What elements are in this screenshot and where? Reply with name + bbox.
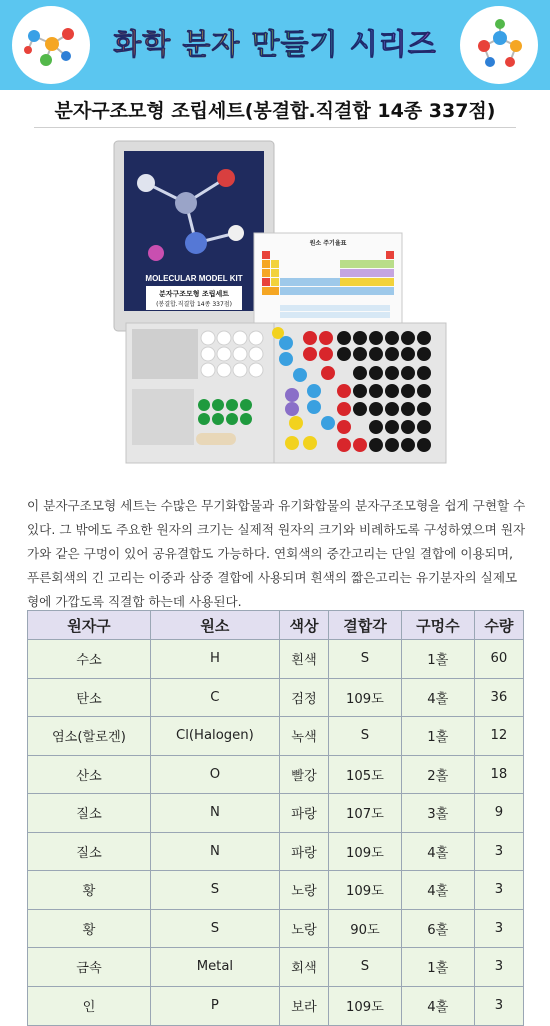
header-holes: 구멍수 bbox=[401, 611, 474, 640]
cell-quantity: 3 bbox=[474, 871, 523, 910]
cell-element: Metal bbox=[150, 948, 279, 987]
cell-color: 녹색 bbox=[279, 717, 328, 756]
table-row bbox=[28, 909, 524, 948]
cell-holes: 6홀 bbox=[401, 909, 474, 948]
banner-title: 화학 분자 만들기 시리즈 bbox=[95, 22, 455, 63]
component-table bbox=[27, 610, 524, 1026]
cell-holes: 1홀 bbox=[401, 948, 474, 987]
cell-atom: 질소 bbox=[28, 794, 151, 833]
cell-quantity: 3 bbox=[474, 909, 523, 948]
cell-color: 회색 bbox=[279, 948, 328, 987]
cell-quantity: 3 bbox=[474, 832, 523, 871]
molecule-logo-left bbox=[12, 6, 90, 84]
cell-atom: 금속 bbox=[28, 948, 151, 987]
cell-holes: 1홀 bbox=[401, 640, 474, 679]
cell-bond-angle: S bbox=[329, 717, 402, 756]
cell-quantity: 3 bbox=[474, 986, 523, 1025]
cell-holes: 4홀 bbox=[401, 832, 474, 871]
cell-color: 검정 bbox=[279, 678, 328, 717]
cell-bond-angle: S bbox=[329, 640, 402, 679]
cell-bond-angle: 105도 bbox=[329, 755, 402, 794]
cell-holes: 1홀 bbox=[401, 717, 474, 756]
cell-atom: 황 bbox=[28, 871, 151, 910]
cell-element: S bbox=[150, 871, 279, 910]
cell-color: 파랑 bbox=[279, 832, 328, 871]
cell-bond-angle: 109도 bbox=[329, 871, 402, 910]
header-atom: 원자구 bbox=[28, 611, 151, 640]
cell-bond-angle: S bbox=[329, 948, 402, 987]
table-row bbox=[28, 948, 524, 987]
cell-element: N bbox=[150, 832, 279, 871]
molecule-icon bbox=[460, 6, 538, 84]
cell-atom: 인 bbox=[28, 986, 151, 1025]
cell-atom: 수소 bbox=[28, 640, 151, 679]
table-row bbox=[28, 871, 524, 910]
table-row bbox=[28, 678, 524, 717]
cell-quantity: 18 bbox=[474, 755, 523, 794]
cell-atom: 산소 bbox=[28, 755, 151, 794]
cell-element: P bbox=[150, 986, 279, 1025]
cell-color: 노랑 bbox=[279, 909, 328, 948]
cell-color: 흰색 bbox=[279, 640, 328, 679]
cell-element: O bbox=[150, 755, 279, 794]
description-text: 이 분자구조모형 세트는 수많은 무기화합물과 유기화합물의 분자구조모형을 쉽게 구현할 수 있다. 그 밖에도 주요한 원자의 크기는 실제적 원자의 크기와 비례하도록 구성하였으며 원자가와 같은 구멍이 있어 공유결합도 가능하다. 연회색의 중간고리는 단일 결합에 이용되며, 푸른회색의 긴 고리는 이중과 삼중 결합에 사용되며 흰색의 짧은고리는 유기분자의 실제모형에 가깝도록 직결합 하는데 사용된다. bbox=[27, 498, 526, 609]
cell-bond-angle: 109도 bbox=[329, 986, 402, 1025]
cell-color: 빨강 bbox=[279, 755, 328, 794]
cell-atom: 탄소 bbox=[28, 678, 151, 717]
molecule-logo-right bbox=[460, 6, 538, 84]
cell-bond-angle: 109도 bbox=[329, 678, 402, 717]
product-subtitle: 분자구조모형 조립세트(봉결합.직결합 14종 337점) bbox=[54, 100, 496, 122]
cell-element: N bbox=[150, 794, 279, 833]
cell-holes: 2홀 bbox=[401, 755, 474, 794]
cell-element: Cl(Halogen) bbox=[150, 717, 279, 756]
cell-element: C bbox=[150, 678, 279, 717]
header-quantity: 수량 bbox=[474, 611, 523, 640]
cell-quantity: 12 bbox=[474, 717, 523, 756]
product-photo bbox=[96, 133, 456, 489]
cell-holes: 4홀 bbox=[401, 986, 474, 1025]
cell-quantity: 3 bbox=[474, 948, 523, 987]
cell-atom: 황 bbox=[28, 909, 151, 948]
cell-quantity: 9 bbox=[474, 794, 523, 833]
periodic-table-title: 원소 주기율표 bbox=[309, 240, 347, 247]
table-row bbox=[28, 832, 524, 871]
header-bond-angle: 결합각 bbox=[329, 611, 402, 640]
cell-holes: 3홀 bbox=[401, 794, 474, 833]
table-row bbox=[28, 755, 524, 794]
table-row bbox=[28, 794, 524, 833]
kit-name-line1: 분자구조모형 조립세트 bbox=[158, 290, 230, 298]
cell-element: H bbox=[150, 640, 279, 679]
cell-color: 파랑 bbox=[279, 794, 328, 833]
kit-name-line2: (봉결합.직결합 14종 337점) bbox=[156, 301, 232, 308]
cell-holes: 4홀 bbox=[401, 678, 474, 717]
divider bbox=[34, 127, 516, 128]
table-header-row bbox=[28, 611, 524, 640]
cell-holes: 4홀 bbox=[401, 871, 474, 910]
header-banner bbox=[0, 0, 550, 90]
molecule-icon bbox=[12, 6, 90, 84]
cell-bond-angle: 109도 bbox=[329, 832, 402, 871]
product-description bbox=[27, 494, 527, 614]
table-row bbox=[28, 640, 524, 679]
header-element: 원소 bbox=[150, 611, 279, 640]
header-color: 색상 bbox=[279, 611, 328, 640]
kit-label: MOLECULAR MODEL KIT bbox=[145, 274, 243, 283]
table-row bbox=[28, 717, 524, 756]
cell-element: S bbox=[150, 909, 279, 948]
cell-atom: 질소 bbox=[28, 832, 151, 871]
cell-color: 보라 bbox=[279, 986, 328, 1025]
cell-quantity: 60 bbox=[474, 640, 523, 679]
table-row bbox=[28, 986, 524, 1025]
cell-color: 노랑 bbox=[279, 871, 328, 910]
cell-atom: 염소(할로겐) bbox=[28, 717, 151, 756]
cell-quantity: 36 bbox=[474, 678, 523, 717]
cell-bond-angle: 107도 bbox=[329, 794, 402, 833]
cell-bond-angle: 90도 bbox=[329, 909, 402, 948]
